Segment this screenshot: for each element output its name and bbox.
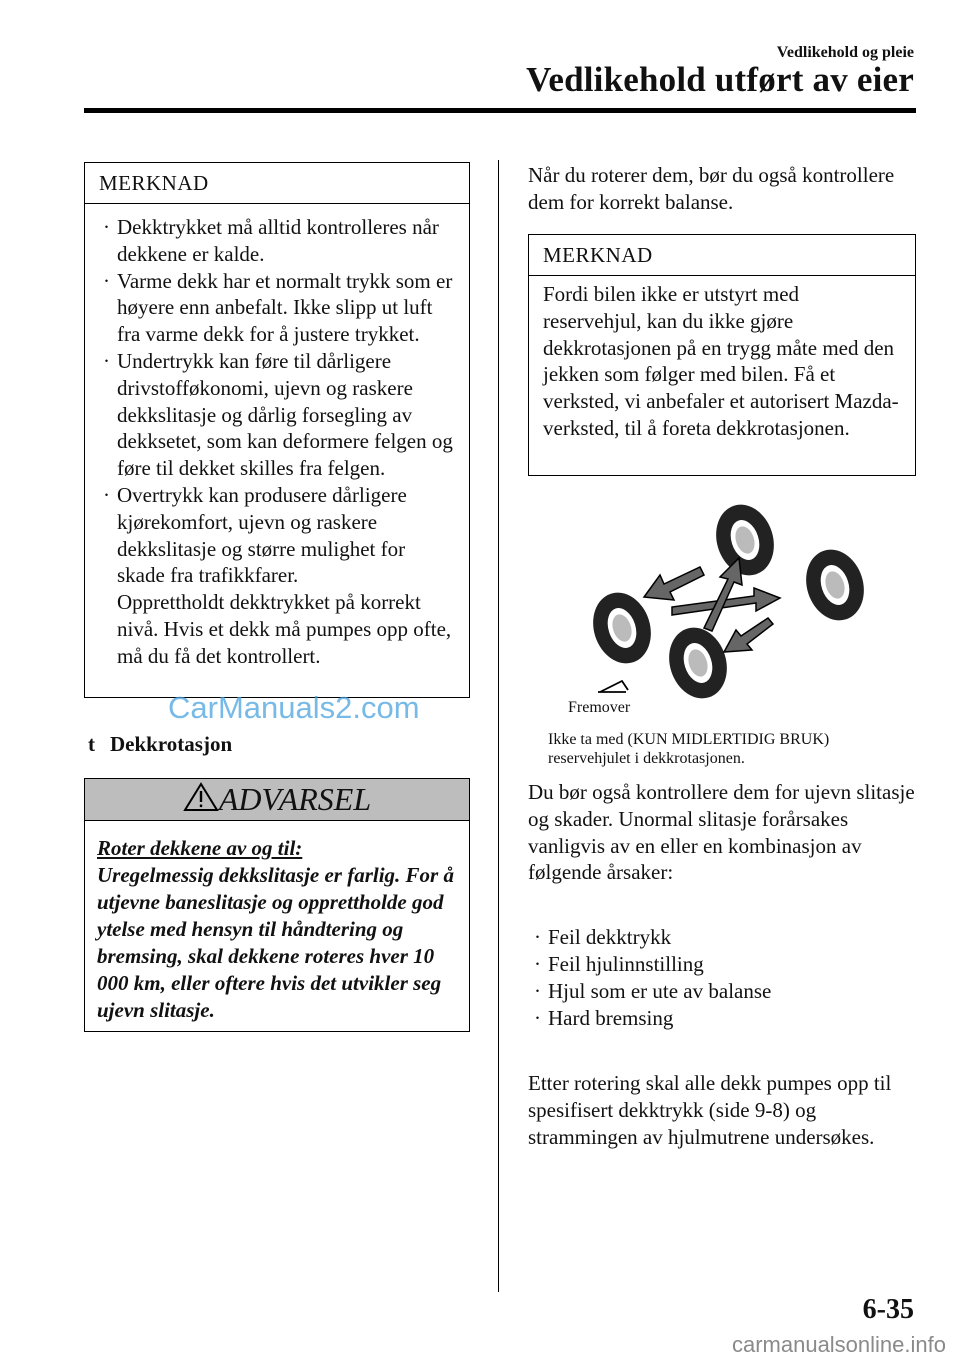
- bullet-dot: ·: [103, 482, 110, 507]
- list-item: [97, 214, 457, 268]
- note-box-pressure: [84, 162, 470, 698]
- warning-triangle-icon: [183, 782, 219, 812]
- cause-text: Feil dekktrykk: [548, 925, 672, 949]
- list-item: [97, 268, 457, 348]
- note-heading: MERKNAD: [529, 235, 915, 276]
- warning-lead: Roter dekkene av og til:: [97, 836, 303, 860]
- bullet-dot: ·: [534, 979, 541, 1003]
- list-item: [97, 482, 457, 589]
- section-title: [88, 732, 232, 757]
- list-item: [528, 924, 916, 951]
- header-rule: [84, 108, 916, 113]
- intro-paragraph: Når du roterer dem, bør du også kontrollere dem for korrekt balanse.: [528, 163, 895, 214]
- tire-front-right-icon: [797, 542, 873, 628]
- watermark-carmanuals: CarManuals2.com: [168, 690, 420, 725]
- warning-box: [84, 778, 470, 1032]
- list-item: [528, 951, 916, 978]
- warning-heading-text: ADVARSEL: [218, 781, 372, 817]
- list-item: [528, 978, 916, 1005]
- causes-list: [528, 924, 916, 1032]
- bullet-text: Undertrykk kan føre til dårligere drivstofføkonomi, ujevn og raskere dekkslitasje og dårlig forsegling av dekksetet, som kan deformere felgen og føre til dekket skilles fra felgen.: [117, 348, 453, 481]
- diagram-caption: Ikke ta med (KUN MIDLERTIDIG BRUK) reservehjulet i dekkrotasjonen.: [548, 731, 830, 767]
- rotation-arrow-3-icon: [704, 558, 742, 631]
- section-marker: t: [88, 732, 95, 756]
- footer-watermark: carmanualsonline.info: [731, 1332, 946, 1357]
- bullet-dot: ·: [103, 268, 110, 293]
- after-rotation-paragraph: Etter rotering skal alle dekk pumpes opp til spesifisert dekktrykk (side 9-8) og strammingen av hjulmutrene undersøkes.: [528, 1071, 892, 1149]
- bullet-text: Varme dekk har et normalt trykk som er høyere enn anbefalt. Ikke slipp ut luft fra varme dekk for å justere trykket.: [117, 268, 453, 347]
- warning-text: Uregelmessig dekkslitasje er farlig. For å utjevne baneslitasje og opprettholde god ytelse med hensyn til håndtering og bremsing, skal dekkene roteres hver 10 000 km, eller oftere hvis det utvikler seg ujevn slitasje.: [97, 863, 454, 1022]
- tire-rotation-diagram: [560, 500, 900, 715]
- warning-heading: [85, 779, 469, 821]
- tire-front-left-icon: [707, 500, 783, 583]
- bullet-dot: ·: [103, 215, 110, 239]
- bullet-dot: ·: [534, 925, 541, 949]
- note-bullet-list: [85, 204, 469, 670]
- bullet-dot: ·: [534, 952, 541, 976]
- cause-text: Feil hjulinnstilling: [548, 952, 704, 976]
- forward-label: Fremover: [568, 699, 631, 716]
- note-text: Fordi bilen ikke er utstyrt med reservehjul, kan du ikke gjøre dekkrotasjonen på en trygg måte med den jekken som følger med bilen. Få et verksted, vi anbefaler et autorisert Mazda-verksted, til å foreta dekkrotasjonen.: [543, 282, 899, 440]
- warning-body: [85, 821, 469, 1024]
- tire-rear-right-icon: [660, 620, 736, 706]
- bullet-text: Dekktrykket må alltid kontrolleres når dekkene er kalde.: [117, 215, 439, 266]
- note-heading: MERKNAD: [85, 163, 469, 204]
- rotation-arrow-1-icon: [644, 567, 704, 600]
- note-body: [529, 276, 915, 442]
- rotation-arrow-4-icon: [724, 618, 773, 652]
- cause-text: Hard bremsing: [548, 1006, 674, 1030]
- wear-paragraph: Du bør også kontrollere dem for ujevn slitasje og skader. Unormal slitasje forårsakes vanligvis av en eller en kombinasjon av følgende årsaker:: [528, 780, 915, 885]
- bullet-text: Overtrykk kan produsere dårligere kjørekomfort, ujevn og raskere dekkslitasje og større mulighet for skade fra trafikkfarer.: [117, 482, 407, 588]
- forward-direction-arrow-icon: [600, 681, 628, 692]
- list-item: [97, 348, 457, 482]
- column-divider: [498, 160, 499, 1292]
- page-title: Vedlikehold utført av eier: [526, 60, 914, 99]
- page-number: 6-35: [862, 1294, 914, 1325]
- note-body: [85, 204, 469, 670]
- note-box-spare: [528, 234, 916, 476]
- cause-text: Hjul som er ute av balanse: [548, 979, 772, 1003]
- section-title-text: Dekkrotasjon: [110, 732, 233, 756]
- bullet-dot: ·: [534, 1006, 541, 1030]
- chapter-header: Vedlikehold og pleie: [776, 44, 914, 61]
- bullet-dot: ·: [103, 348, 110, 373]
- list-item: [528, 1005, 916, 1032]
- continuation-text: Opprettholdt dekktrykket på korrekt nivå. Hvis et dekk må pumpes opp ofte, må du få det kontrollert.: [117, 590, 452, 668]
